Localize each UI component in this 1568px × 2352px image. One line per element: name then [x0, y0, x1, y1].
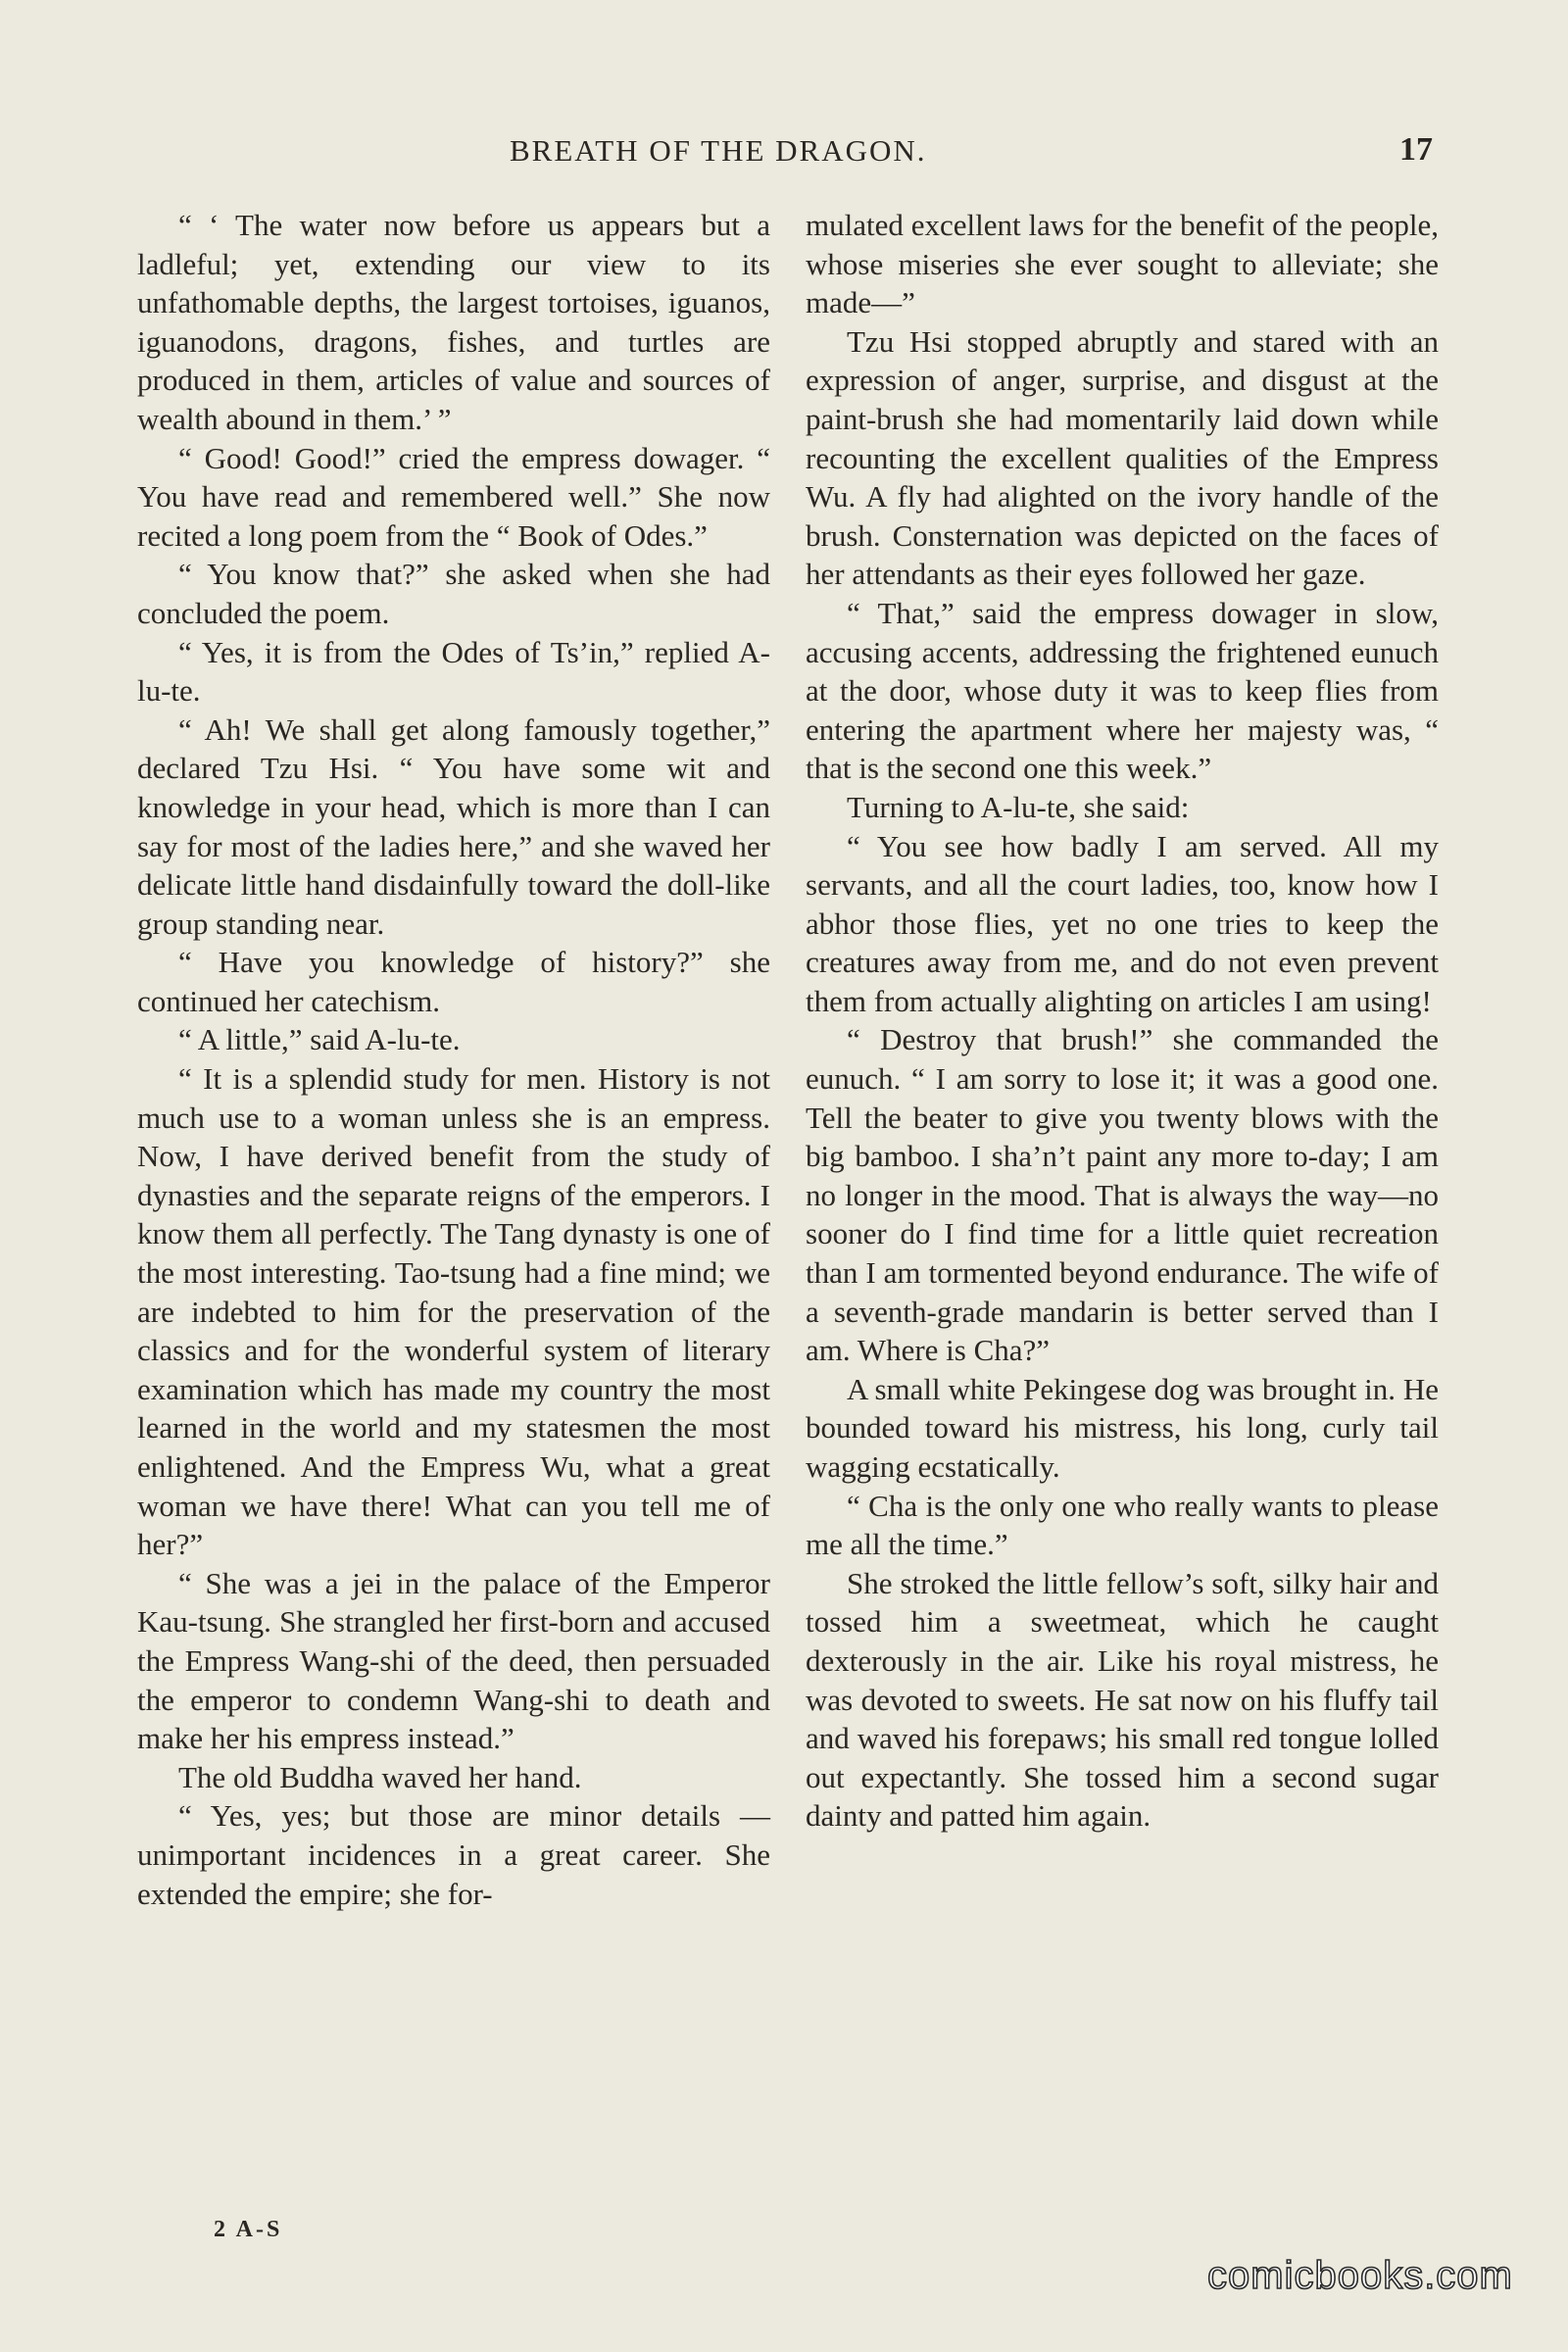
paragraph: “ A little,” said A-lu-te.: [178, 1022, 461, 1057]
paragraph: The old Buddha waved her hand.: [178, 1759, 582, 1794]
paragraph: She stroked the little fellow’s soft, silky hair and tossed him a sweetmeat, which he caught dexterously in the air. Like his royal mistress, he was devoted to sweets. He sat now on his fluffy tail and waved his forepaws; his small red tongue lolled out expectantly. She tossed him a second sugar dainty and patted him again.: [806, 1565, 1439, 1834]
paragraph: Turning to A-lu-te, she said:: [847, 789, 1190, 824]
paragraph: “ Ah! We shall get along famously together,” declared Tzu Hsi. “ You have some wit and knowledge in your head, which is more than I can say for most of the ladies here,” and she waved her delicate little hand disdainfully toward the doll-like group standing near.: [137, 711, 770, 941]
paragraph: “ Yes, yes; but those are minor details —unimportant incidences in a great career. She extended the empire; she for-: [137, 1798, 770, 1911]
watermark: comicbooks.com: [1207, 2254, 1513, 2297]
paragraph-continued: mulated excellent laws for the benefit of the people, whose miseries she ever sought to alleviate; she made—”: [806, 208, 1439, 320]
paragraph: A small white Pekingese dog was brought in. He bounded toward his mistress, his long, curly tail wagging ecstatically.: [806, 1371, 1439, 1484]
left-column: [137, 206, 770, 1913]
paragraph: “ Cha is the only one who really wants to please me all the time.”: [806, 1488, 1439, 1562]
running-head: BREATH OF THE DRAGON.: [510, 133, 927, 168]
printer-signature-mark: 2 A-S: [214, 2217, 283, 2242]
right-column: [806, 206, 1439, 1836]
paragraph: “ ‘ The water now before us appears but a ladleful; yet, extending our view to its unfathomable depths, the largest tortoises, iguanos, iguanodons, dragons, fishes, and turtles are produced in them, articles of value and sources of wealth abound in them.’ ”: [137, 208, 770, 436]
page-number: 17: [1399, 131, 1433, 168]
paragraph: “ Good! Good!” cried the empress dowager. “ You have read and remembered well.” She now recited a long poem from the “ Book of Odes.”: [137, 440, 770, 553]
paragraph: “ She was a jei in the palace of the Emperor Kau-tsung. She strangled her first-born and accused the Empress Wang-shi of the deed, then persuaded the emperor to condemn Wang-shi to death and make her his empress instead.”: [137, 1565, 770, 1756]
paragraph: “ That,” said the empress dowager in slow, accusing accents, addressing the frightened eunuch at the door, whose duty it was to keep flies from entering the apartment where her majesty was, “ that is the second one this week.”: [806, 595, 1439, 786]
paragraph: Tzu Hsi stopped abruptly and stared with an expression of anger, surprise, and disgust at the paint-brush she had momentarily laid down while recounting the excellent qualities of the Empress Wu. A fly had alighted on the ivory handle of the brush. Consternation was depicted on the faces of her attendants as their eyes followed her gaze.: [806, 323, 1439, 592]
paragraph: “ You know that?” she asked when she had concluded the poem.: [137, 557, 770, 630]
paragraph: “ You see how badly I am served. All my servants, and all the court ladies, too, know how I abhor those flies, yet no one tries to keep the creatures away from me, and do not even prevent them from actually alighting on articles I am using!: [806, 828, 1439, 1018]
paragraph: “ Yes, it is from the Odes of Ts’in,” replied A-lu-te.: [137, 634, 770, 709]
paragraph: “ Destroy that brush!” she commanded the eunuch. “ I am sorry to lose it; it was a good one. Tell the beater to give you twenty blows with the big bamboo. I sha’n’t paint any more to-day; I am no longer in the mood. That is always the way—no sooner do I find time for a little quiet recreation than I am tormented beyond endurance. The wife of a seventh-grade mandarin is better served than I am. Where is Cha?”: [806, 1022, 1439, 1368]
paragraph: “ Have you knowledge of history?” she continued her catechism.: [137, 945, 770, 1018]
paragraph: “ It is a splendid study for men. History is not much use to a woman unless she is an empress. Now, I have derived benefit from the study of dynasties and the separate reigns of the emperors. I know them all perfectly. The Tang dynasty is one of the most interesting. Tao-tsung had a fine mind; we are indebted to him for the preservation of the classics and for the wonderful system of literary examination which has made my country the most learned in the world and my statesmen the most enlightened. And the Empress Wu, what a great woman we have there! What can you tell me of her?”: [137, 1061, 770, 1562]
